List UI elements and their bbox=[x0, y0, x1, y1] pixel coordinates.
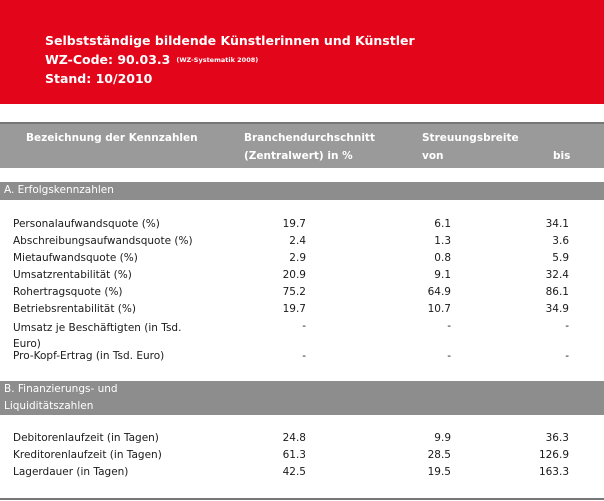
row-average: 19.7 bbox=[282, 303, 306, 315]
row-label: Pro-Kopf-Ertrag (in Tsd. Euro) bbox=[13, 350, 165, 362]
table-row bbox=[0, 466, 604, 483]
row-label: Lagerdauer (in Tagen) bbox=[13, 466, 129, 478]
table-row bbox=[0, 218, 604, 235]
row-average: 2.4 bbox=[289, 235, 306, 247]
row-range-from: 28.5 bbox=[427, 449, 451, 461]
row-range-to: 126.9 bbox=[538, 449, 569, 461]
row-label: Personalaufwandsquote (%) bbox=[13, 218, 160, 230]
table-row bbox=[0, 303, 604, 320]
row-range-from: - bbox=[447, 350, 451, 362]
row-average: 75.2 bbox=[282, 286, 306, 298]
header-gap bbox=[0, 168, 604, 182]
row-range-from: 1.3 bbox=[434, 235, 451, 247]
document-title: Selbstständige bildende Künstlerinnen und Künstler bbox=[45, 33, 415, 48]
header-average-line2: (Zentralwert) in % bbox=[244, 150, 353, 162]
row-range-to: 34.9 bbox=[545, 303, 569, 315]
row-range-to: 36.3 bbox=[545, 432, 569, 444]
title-banner bbox=[0, 0, 604, 104]
row-range-to: - bbox=[565, 320, 569, 332]
row-range-to: 5.9 bbox=[552, 252, 569, 264]
row-range-to: 163.3 bbox=[538, 466, 569, 478]
row-label: Kreditorenlaufzeit (in Tagen) bbox=[13, 449, 162, 461]
wz-code-note: (WZ-Systematik 2008) bbox=[176, 56, 259, 64]
row-label: Mietaufwandsquote (%) bbox=[13, 252, 138, 264]
row-average: - bbox=[302, 320, 306, 332]
section-header-b bbox=[0, 381, 604, 415]
table-bottom-rule bbox=[0, 498, 604, 500]
row-range-from: 9.1 bbox=[434, 269, 451, 281]
header-range-from: von bbox=[422, 150, 444, 162]
table-row bbox=[0, 252, 604, 269]
row-average: 61.3 bbox=[282, 449, 306, 461]
row-label: Abschreibungsaufwandsquote (%) bbox=[13, 235, 193, 247]
row-range-from: 10.7 bbox=[427, 303, 451, 315]
row-average: 24.8 bbox=[282, 432, 306, 444]
row-range-to: 32.4 bbox=[545, 269, 569, 281]
section-title-a: A. Erfolgskennzahlen bbox=[4, 184, 114, 196]
row-average: 2.9 bbox=[289, 252, 306, 264]
row-label: Umsatzrentabilität (%) bbox=[13, 269, 132, 281]
row-average: 20.9 bbox=[282, 269, 306, 281]
table-row bbox=[0, 320, 604, 352]
stand-date: Stand: 10/2010 bbox=[45, 71, 153, 86]
row-range-from: 0.8 bbox=[434, 252, 451, 264]
wz-code bbox=[45, 52, 258, 67]
section-header-a bbox=[0, 182, 604, 200]
row-range-from: 19.5 bbox=[427, 466, 451, 478]
row-average: 19.7 bbox=[282, 218, 306, 230]
row-range-from: 6.1 bbox=[434, 218, 451, 230]
row-average: - bbox=[302, 350, 306, 362]
row-label: Umsatz je Beschäftigten (in Tsd. Euro) bbox=[13, 322, 182, 350]
row-label: Betriebsrentabilität (%) bbox=[13, 303, 136, 315]
table-row bbox=[0, 432, 604, 449]
row-label: Debitorenlaufzeit (in Tagen) bbox=[13, 432, 159, 444]
row-range-to: 34.1 bbox=[545, 218, 569, 230]
table-row bbox=[0, 449, 604, 466]
wz-code-text: WZ-Code: 90.03.3 bbox=[45, 52, 171, 67]
header-range-to: bis bbox=[553, 150, 571, 162]
row-range-to: - bbox=[565, 350, 569, 362]
row-range-from: 9.9 bbox=[434, 432, 451, 444]
row-range-to: 86.1 bbox=[545, 286, 569, 298]
table-row bbox=[0, 286, 604, 303]
row-range-from: 64.9 bbox=[427, 286, 451, 298]
row-label: Rohertragsquote (%) bbox=[13, 286, 123, 298]
section-title-b: B. Finanzierungs- und Liquiditätszahlen bbox=[4, 383, 118, 412]
table-row bbox=[0, 235, 604, 252]
row-range-to: 3.6 bbox=[552, 235, 569, 247]
row-average: 42.5 bbox=[282, 466, 306, 478]
header-average-line1: Branchendurchschnitt bbox=[244, 132, 375, 144]
header-label-column: Bezeichnung der Kennzahlen bbox=[26, 132, 198, 144]
table-row bbox=[0, 350, 604, 367]
table-row bbox=[0, 269, 604, 286]
table-header bbox=[0, 124, 604, 168]
header-range: Streuungsbreite bbox=[422, 132, 519, 144]
row-range-from: - bbox=[447, 320, 451, 332]
